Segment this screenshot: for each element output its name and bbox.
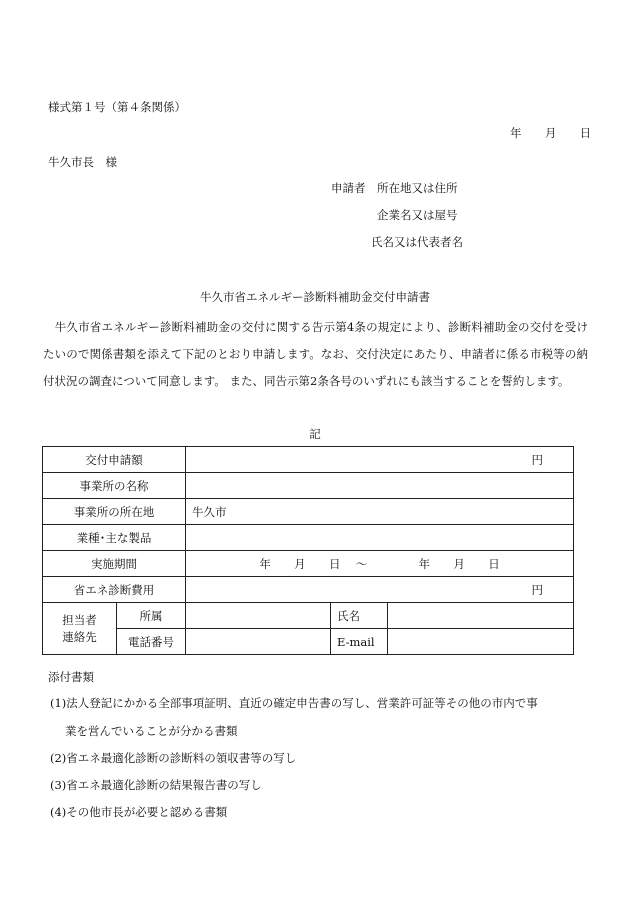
office-name-field[interactable] — [186, 473, 574, 499]
contact-label-line2: 連絡先 — [62, 629, 97, 644]
phone-field[interactable] — [186, 629, 331, 655]
table-row — [43, 577, 574, 603]
contact-name-label: 氏名 — [331, 603, 388, 629]
period-month: 月 — [294, 556, 306, 571]
applicant-representative-label: 氏名又は代表者名 — [371, 235, 463, 249]
table-row — [43, 473, 574, 499]
attachment-item-2: (2)省エネ最適化診断の診断料の領収書等の写し — [50, 751, 297, 765]
contact-label-line1: 担当者 — [62, 612, 97, 627]
attachment-item-4: (4)その他市長が必要と認める書類 — [50, 805, 228, 819]
row-label-diagnosis-cost: 省エネ診断費用 — [43, 577, 186, 603]
table-row — [43, 447, 574, 473]
table-row — [43, 629, 574, 655]
email-label: E-mail — [331, 629, 388, 655]
phone-label: 電話番号 — [117, 629, 186, 655]
attachment-item-1-continued: 業を営んでいることが分かる書類 — [65, 724, 238, 738]
email-field[interactable] — [388, 629, 574, 655]
application-statement: 牛久市省エネルギー診断料補助金の交付に関する告示第4条の規定により、診断料補助金の交付を受けたいので関係書類を添えて下記のとおり申請します。なお、交付決定にあたり、申請者に係る市税等の納付状況の調査について同意します。 また、同告示第2条各号のいずれにも該当することを誓約します。 — [43, 320, 588, 388]
row-label-period: 実施期間 — [43, 551, 186, 577]
attachments-heading: 添付書類 — [48, 670, 94, 684]
contact-name-field[interactable] — [388, 603, 574, 629]
amount-field[interactable]: 円 — [186, 447, 574, 473]
diagnosis-cost-field[interactable]: 円 — [186, 577, 574, 603]
affiliation-label: 所属 — [117, 603, 186, 629]
period-day: 日 — [328, 556, 341, 571]
row-label-office-name: 事業所の名称 — [43, 473, 186, 499]
table-row — [43, 499, 574, 525]
table-row — [43, 603, 574, 629]
date-line — [510, 128, 591, 140]
attachment-item-3: (3)省エネ最適化診断の結果報告書の写し — [50, 778, 262, 792]
row-label-office-address: 事業所の所在地 — [43, 499, 186, 525]
ki-heading: 記 — [309, 427, 321, 441]
addressee: 牛久市長 様 — [48, 155, 117, 169]
applicant-company-label: 企業名又は屋号 — [377, 208, 458, 222]
contact-label — [43, 603, 117, 655]
period-month-end: 月 — [453, 556, 465, 571]
row-label-industry: 業種･主な製品 — [43, 525, 186, 551]
application-table — [42, 446, 574, 655]
date-year: 年 — [510, 126, 522, 140]
affiliation-field[interactable] — [186, 603, 331, 629]
date-month: 月 — [544, 126, 557, 140]
table-row — [43, 525, 574, 551]
period-year-end: 年 — [418, 556, 431, 571]
date-day: 日 — [579, 126, 592, 140]
document-title: 牛久市省エネルギー診断料補助金交付申請書 — [200, 290, 430, 304]
period-field[interactable] — [186, 551, 574, 577]
period-year: 年 — [259, 556, 271, 571]
table-row — [43, 551, 574, 577]
attachment-item-1: (1)法人登記にかかる全部事項証明、直近の確定申告書の写し、営業許可証等その他の市内で事 — [50, 696, 538, 710]
form-number: 様式第１号（第４条関係） — [48, 100, 186, 114]
period-day-end: 日 — [488, 556, 500, 571]
applicant-address-label: 申請者 所在地又は住所 — [331, 181, 458, 195]
industry-field[interactable] — [186, 525, 574, 551]
office-address-field[interactable]: 牛久市 — [186, 499, 574, 525]
period-tilde: ～ — [355, 556, 368, 571]
row-label-amount: 交付申請額 — [43, 447, 186, 473]
